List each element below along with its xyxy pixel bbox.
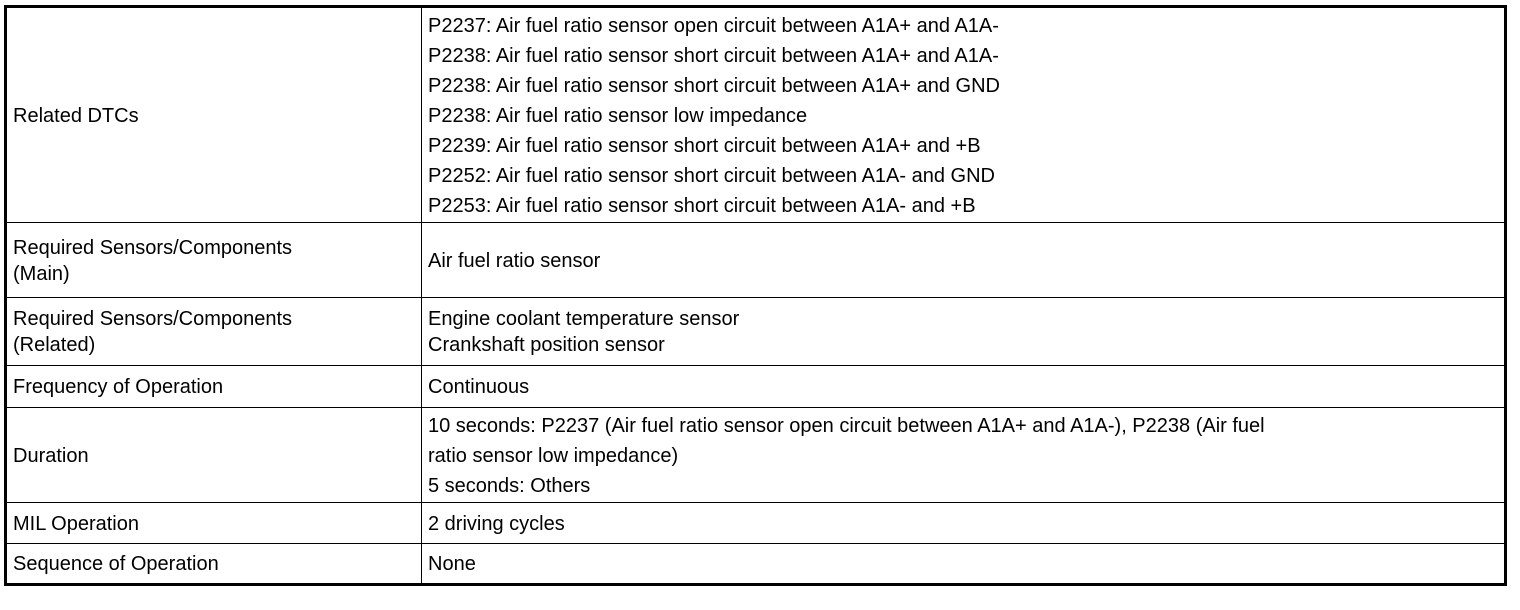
row-label: Required Sensors/Components: [13, 236, 293, 259]
label-cell: [6, 544, 422, 585]
dtc-item: P2238: Air fuel ratio sensor low impedance: [428, 104, 808, 127]
row-value: 10 seconds: P2237 (Air fuel ratio sensor open circuit between A1A+ and A1A-), P2238 (Air fuel: [428, 414, 1265, 437]
dtc-item: P2238: Air fuel ratio sensor short circuit between A1A+ and A1A-: [428, 44, 999, 67]
table-row-duration: [6, 408, 1506, 503]
value-cell: [422, 223, 1506, 298]
row-value: None: [428, 553, 476, 575]
table-row-mil-operation: [6, 503, 1506, 544]
row-value: Continuous: [428, 376, 530, 398]
value-cell: [422, 298, 1506, 366]
row-label: Related DTCs: [13, 104, 139, 127]
value-cell: [422, 544, 1506, 585]
label-cell: [6, 223, 422, 298]
dtc-item: P2253: Air fuel ratio sensor short circuit between A1A- and +B: [428, 194, 976, 217]
dtc-item: P2252: Air fuel ratio sensor short circuit between A1A- and GND: [428, 164, 995, 187]
label-cell: [6, 298, 422, 366]
value-cell: [422, 503, 1506, 544]
row-value: ratio sensor low impedance): [428, 444, 679, 467]
row-value: Engine coolant temperature sensor: [428, 308, 740, 330]
label-cell: [6, 408, 422, 503]
row-label: MIL Operation: [13, 512, 139, 535]
row-value: Crankshaft position sensor: [428, 334, 665, 356]
dtc-item: P2239: Air fuel ratio sensor short circuit between A1A+ and +B: [428, 134, 981, 157]
label-cell: [6, 503, 422, 544]
table-row-sensors-related: [6, 298, 1506, 366]
row-value: 2 driving cycles: [428, 512, 565, 535]
table-row-frequency: [6, 366, 1506, 408]
value-cell: [422, 408, 1506, 503]
value-cell: [422, 366, 1506, 408]
table-row-sequence: [6, 544, 1506, 585]
row-label-suffix: (Main): [13, 262, 70, 285]
row-label-suffix: (Related): [13, 334, 96, 356]
row-value: 5 seconds: Others: [428, 474, 591, 497]
dtc-item: P2237: Air fuel ratio sensor open circuit between A1A+ and A1A-: [428, 14, 999, 37]
row-value: Air fuel ratio sensor: [428, 249, 601, 272]
dtc-item: P2238: Air fuel ratio sensor short circuit between A1A+ and GND: [428, 74, 1000, 97]
row-label: Sequence of Operation: [13, 553, 219, 575]
table-row-sensors-main: [6, 223, 1506, 298]
row-label: Duration: [13, 444, 89, 467]
monitor-spec-table: [4, 5, 1507, 586]
row-label: Frequency of Operation: [13, 376, 224, 398]
table-row-related-dtcs: [6, 7, 1506, 223]
label-cell: [6, 366, 422, 408]
label-cell: [6, 7, 422, 223]
row-label: Required Sensors/Components: [13, 308, 293, 330]
value-cell: [422, 7, 1506, 223]
